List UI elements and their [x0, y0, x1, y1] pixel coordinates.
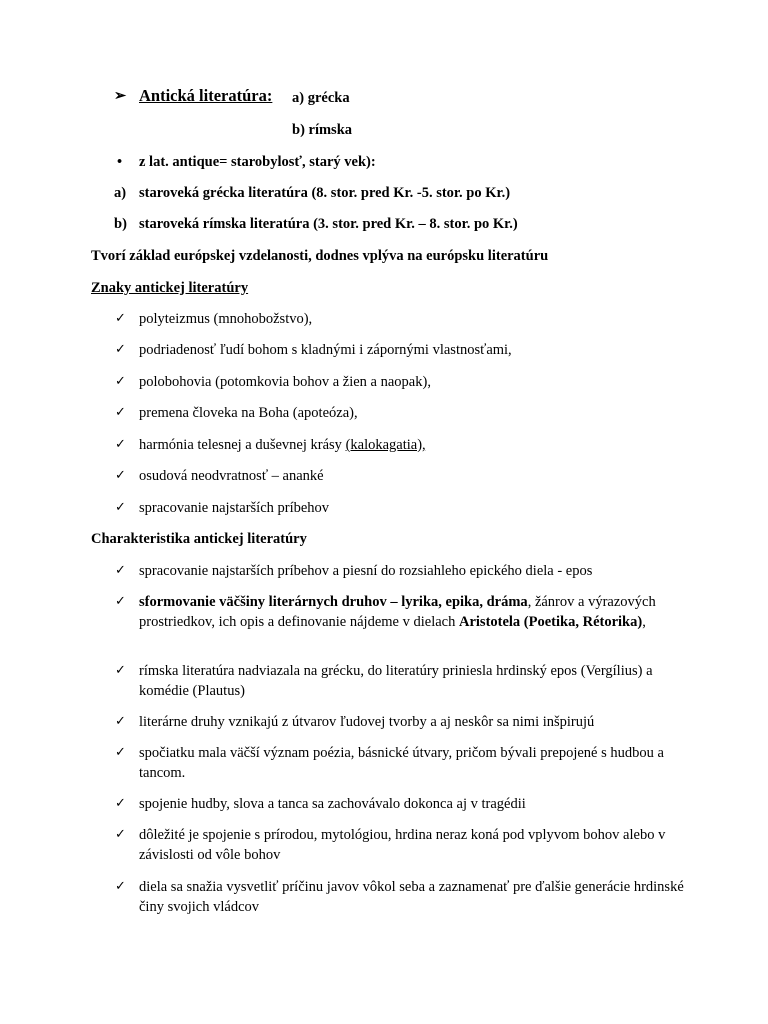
page-title: Antická literatúra:	[139, 86, 273, 105]
checkmark-icon: ✓	[115, 594, 126, 609]
statement: Tvorí základ európskej vzdelanosti, dodnes vplýva na európsku literatúru	[91, 248, 549, 264]
checkmark-icon: ✓	[115, 374, 126, 389]
list-item: literárne druhy vznikajú z útvarov ľudovej tvorby a aj neskôr sa nimi inšpirujú	[139, 714, 595, 730]
arrow-bullet-icon: ➢	[114, 88, 127, 104]
literary-genres-bold: sformovanie väčšiny literárnych druhov – lyrika, epika, dráma	[139, 594, 528, 610]
aristotle-bold: Aristotela (Poetika, Rétorika)	[458, 614, 643, 630]
section-heading-charakteristika: Charakteristika antickej literatúry	[91, 531, 307, 547]
bullet-icon: •	[117, 154, 123, 170]
list-item: polyteizmus (mnohobožstvo),	[139, 311, 313, 327]
checkmark-icon: ✓	[115, 879, 126, 894]
list-item-text: ,	[642, 614, 646, 630]
title-option-b: b) rímska	[292, 122, 353, 138]
checkmark-icon: ✓	[115, 745, 126, 760]
list-item: spracovanie najstarších príbehov	[139, 500, 330, 516]
checkmark-icon: ✓	[115, 663, 126, 678]
list-item: diela sa snažia vysvetliť príčinu javov vôkol seba a zaznamenať pre ďalšie generácie hrdinské činy svojich vládcov	[139, 879, 684, 915]
list-item-text: , žánrov a výrazových prostriedkov, ich opis a definovanie nájdeme v dielach	[139, 594, 656, 630]
checkmark-icon: ✓	[115, 500, 126, 515]
roman-literature-item: staroveká rímska literatúra (3. stor. pred Kr. – 8. stor. po Kr.)	[139, 216, 518, 232]
section-heading-znaky: Znaky antickej literatúry	[91, 280, 249, 296]
checkmark-icon: ✓	[115, 796, 126, 811]
checkmark-icon: ✓	[115, 405, 126, 420]
checkmark-icon: ✓	[115, 714, 126, 729]
kalokagatia-term: (kalokagatia),	[345, 437, 426, 453]
list-item: rímska literatúra nadviazala na grécku, do literatúry priniesla hrdinský epos (Vergílius) a komédie (Plautus)	[139, 663, 653, 699]
list-item	[139, 435, 699, 455]
checkmark-icon: ✓	[115, 563, 126, 578]
intro-text: z lat. antique= starobylosť, starý vek):	[139, 154, 376, 170]
list-item: osudová neodvratnosť – ananké	[139, 468, 324, 484]
checkmark-icon: ✓	[115, 827, 126, 842]
list-item: spracovanie najstarších príbehov a piesní do rozsiahleho epického diela - epos	[139, 563, 593, 579]
checkmark-icon: ✓	[115, 342, 126, 357]
list-item: spojenie hudby, slova a tanca sa zachovávalo dokonca aj v tragédii	[139, 796, 526, 812]
list-item: polobohovia (potomkovia bohov a žien a naopak),	[139, 374, 431, 390]
list-item: premena človeka na Boha (apoteóza),	[139, 405, 358, 421]
checkmark-icon: ✓	[115, 437, 126, 452]
list-item-text: harmónia telesnej a duševnej krásy	[139, 437, 346, 453]
list-item: dôležité je spojenie s prírodou, mytológiou, hrdina neraz koná pod vplyvom bohov alebo v závislosti od vôle bohov	[139, 827, 666, 863]
checkmark-icon: ✓	[115, 468, 126, 483]
list-item	[139, 592, 699, 632]
list-marker-b: b)	[114, 216, 127, 232]
list-item: spočiatku mala väčší význam poézia, básnické útvary, pričom bývali prepojené s hudbou a tancom.	[139, 745, 664, 781]
checkmark-icon: ✓	[115, 311, 126, 326]
greek-literature-item: staroveká grécka literatúra (8. stor. pred Kr. -5. stor. po Kr.)	[139, 185, 511, 201]
list-marker-a: a)	[114, 185, 127, 201]
list-item: podriadenosť ľudí bohom s kladnými i zápornými vlastnosťami,	[139, 342, 512, 358]
title-option-a: a) grécka	[292, 90, 350, 106]
